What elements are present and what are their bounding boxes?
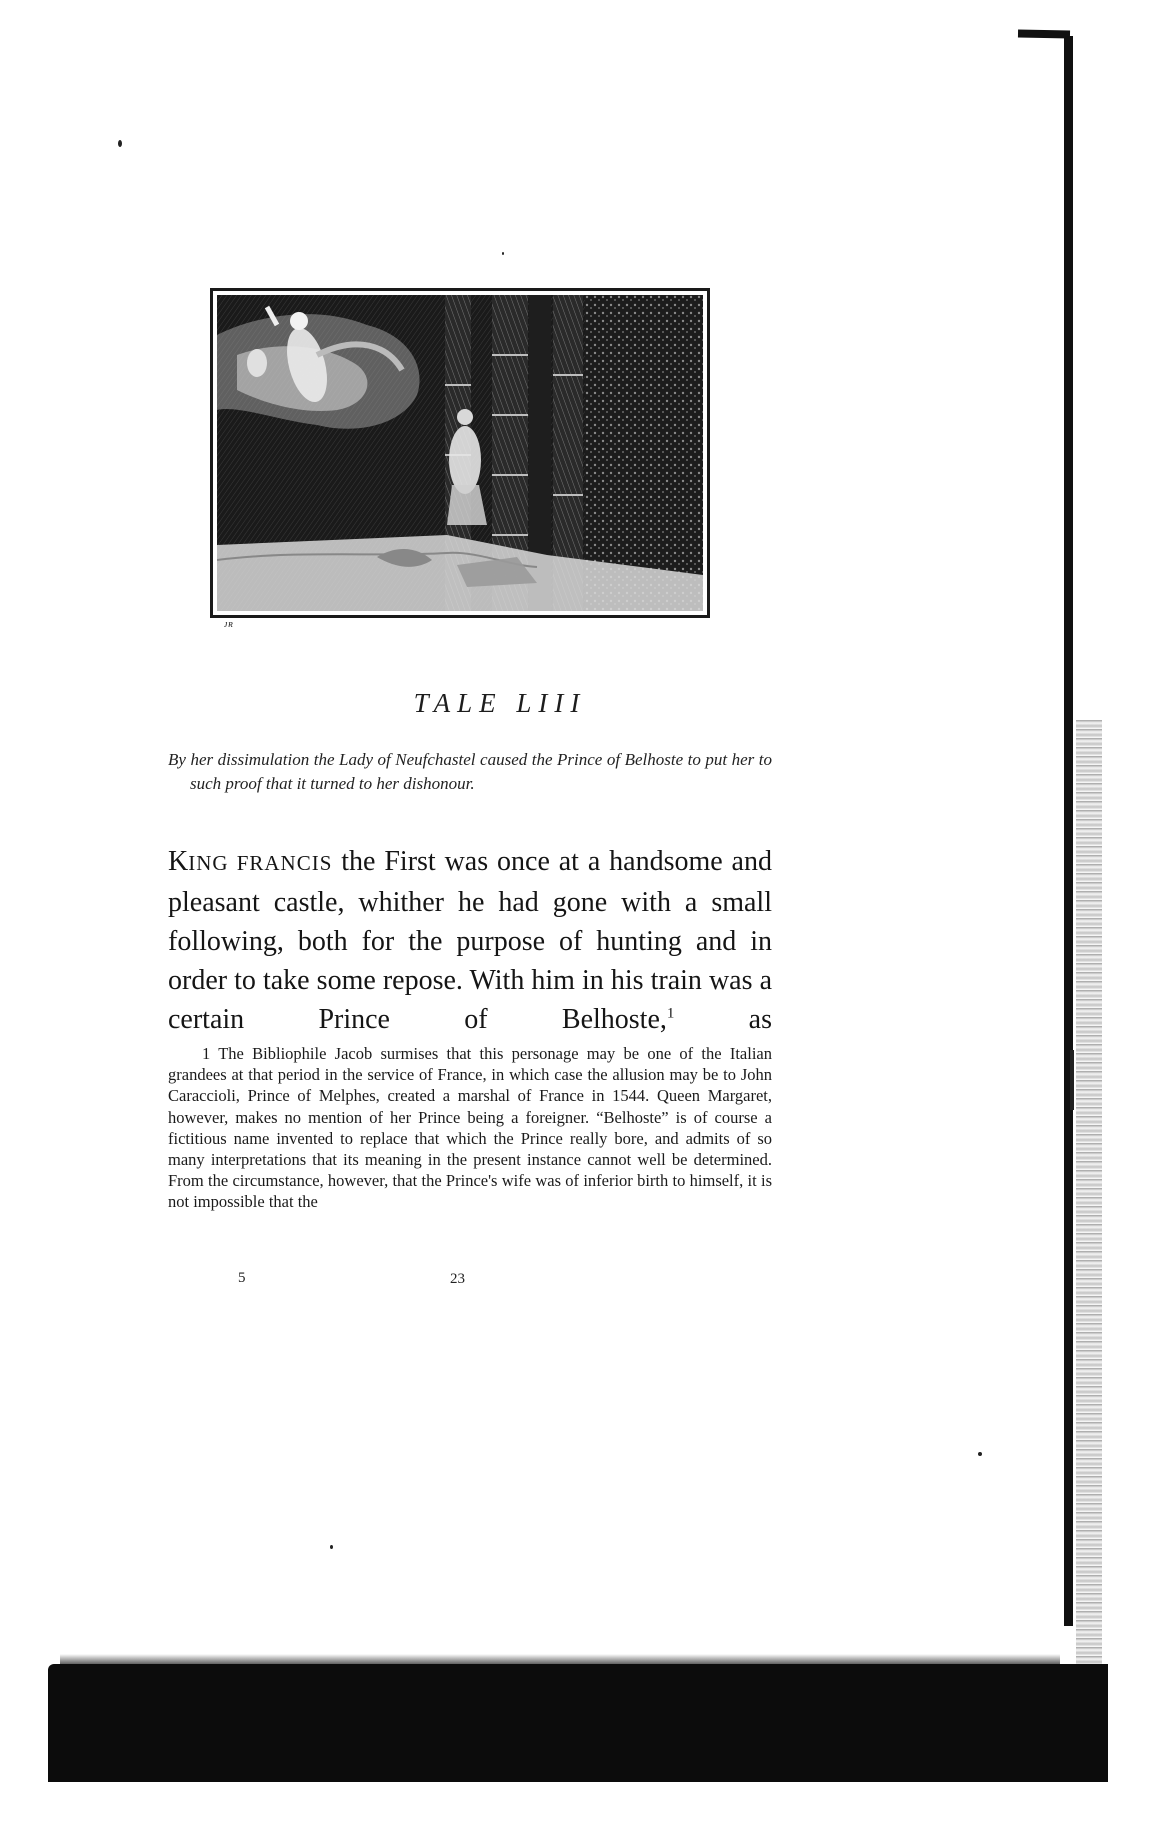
small-caps-lead: ING FRANCIS [188, 851, 333, 875]
scan-edge-right [1064, 36, 1073, 1626]
artist-monogram: ᴊʀ [224, 618, 234, 630]
tale-argument: By her dissimulation the Lady of Neufchastel caused the Prince of Belhoste to put her to such proof that it turned to her dishonour. [168, 750, 772, 793]
scan-speck [118, 140, 122, 147]
footnote-reference[interactable]: 1 [666, 1005, 675, 1022]
tale-title: TALE LIII [413, 688, 587, 718]
signature-mark: 5 [238, 1270, 246, 1286]
footnote [168, 1043, 772, 1213]
scan-mark [1070, 1050, 1074, 1110]
scan-bottom-edge [48, 1664, 1108, 1782]
footnote-text: The Bibliophile Jacob surmises that this personage may be one of the Italian grandees at that period in the service of France, in which case the allusion may be to John Caraccioli, Prince of Melphes, created a marshal of France in 1544. Queen Margaret, however, makes no mention of her Prince being a foreigner. “Belhoste” is of course a fictitious name invented to replace that which the Prince really bore, and admits of so many interpretations that its meaning in the present instance cannot well be determined. From the circumstance, however, that the Prince's wife was of inferior birth to himself, it is not impossible that the [168, 1044, 772, 1212]
body-text-tail: as [674, 1004, 772, 1035]
scan-speck [502, 252, 504, 255]
tale-illustration [210, 288, 710, 618]
footnote-paragraph [168, 1043, 772, 1213]
page-number: 23 [450, 1271, 465, 1287]
scan-edge-top [1018, 30, 1070, 39]
engraving-illustration-icon [217, 295, 703, 611]
scan-edge-speckle [1076, 720, 1102, 1730]
scan-speck [330, 1545, 333, 1549]
body-paragraph [168, 842, 772, 1039]
footnote-number: 1 [202, 1044, 211, 1063]
drop-initial: K [168, 846, 189, 877]
body-text-main: the First was once at a handsome and pleasant castle, whither he had gone with a small following, both for the purpose of hunting and in order to take some repose. With him in his train was a certain Prince of Belhoste, [168, 846, 772, 1035]
scan-speck [978, 1452, 982, 1456]
